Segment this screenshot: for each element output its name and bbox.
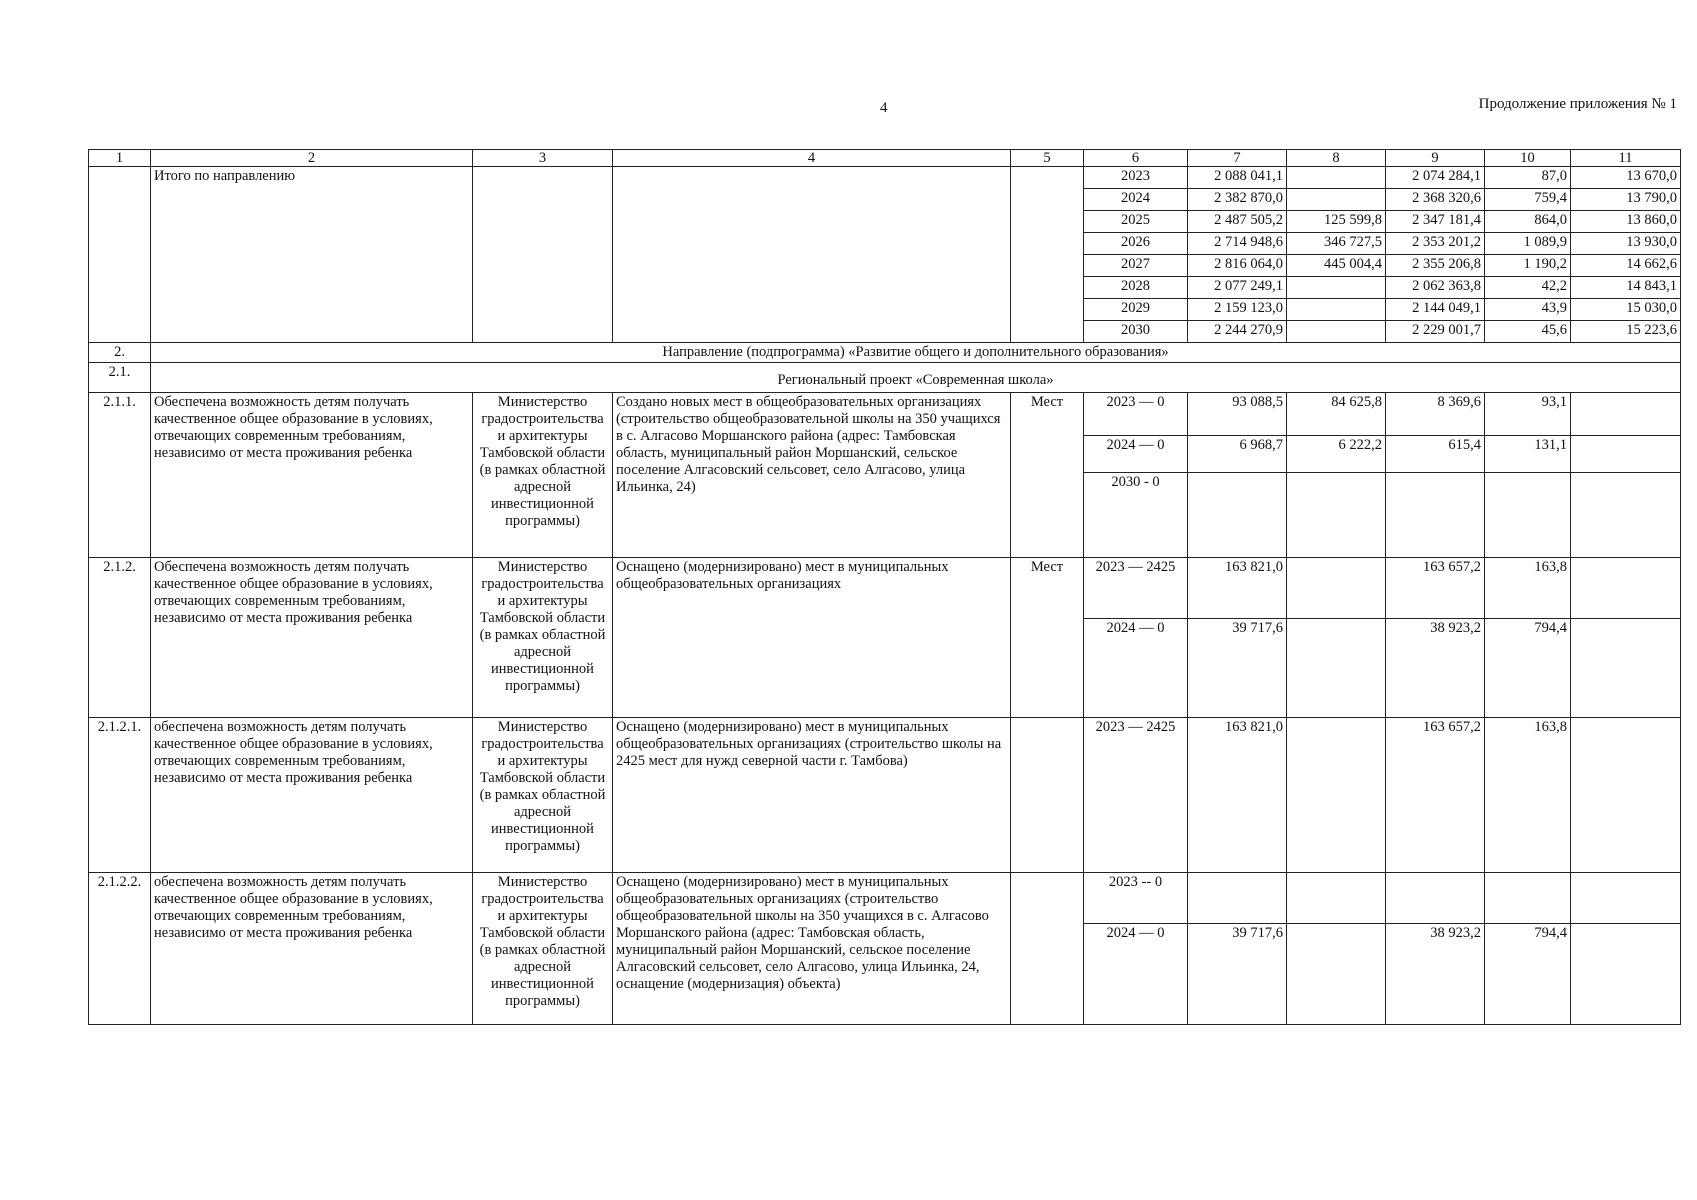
col-header: 8	[1287, 150, 1386, 167]
item-responsible: Министерство градостроительства и архитектуры Тамбовской области (в рамках областной адресной инвестиционной программы)	[473, 873, 613, 1025]
value-cell	[1571, 473, 1681, 558]
section-row	[89, 343, 1681, 363]
column-numbers-row	[89, 150, 1681, 167]
value-cell: 2 382 870,0	[1188, 189, 1287, 211]
value-cell: 93 088,5	[1188, 393, 1287, 436]
item-task: Обеспечена возможность детям получать качественное общее образование в условиях, отвечающих современным требованиям, независимо от места проживания ребенка	[151, 393, 473, 558]
value-cell: 2 088 041,1	[1188, 167, 1287, 189]
value-cell	[1571, 436, 1681, 473]
totals-empty-cell	[613, 167, 1011, 343]
year-cell: 2029	[1084, 299, 1188, 321]
value-cell: 2 159 123,0	[1188, 299, 1287, 321]
value-cell: 43,9	[1485, 299, 1571, 321]
year-cell: 2027	[1084, 255, 1188, 277]
value-cell: 2 714 948,6	[1188, 233, 1287, 255]
item-task: Обеспечена возможность детям получать качественное общее образование в условиях, отвечающих современным требованиям, независимо от места проживания ребенка	[151, 558, 473, 718]
year-cell: 2026	[1084, 233, 1188, 255]
year-cell: 2023	[1084, 167, 1188, 189]
totals-row	[89, 167, 1681, 189]
value-cell	[1287, 473, 1386, 558]
item-number: 2.1.1.	[89, 393, 151, 558]
col-header: 4	[613, 150, 1011, 167]
item-row	[89, 393, 1681, 436]
value-cell: 615,4	[1386, 436, 1485, 473]
value-cell	[1287, 558, 1386, 619]
value-cell: 39 717,6	[1188, 924, 1287, 1025]
value-cell	[1386, 873, 1485, 924]
col-header: 1	[89, 150, 151, 167]
item-row	[89, 558, 1681, 619]
value-cell: 864,0	[1485, 211, 1571, 233]
value-cell: 2 368 320,6	[1386, 189, 1485, 211]
value-cell	[1386, 473, 1485, 558]
year-value-cell: 2024 — 0	[1084, 436, 1188, 473]
item-responsible: Министерство градостроительства и архитектуры Тамбовской области (в рамках областной адресной инвестиционной программы)	[473, 558, 613, 718]
value-cell: 8 369,6	[1386, 393, 1485, 436]
year-value-cell: 2023 — 2425	[1084, 558, 1188, 619]
value-cell: 2 144 049,1	[1386, 299, 1485, 321]
value-cell	[1188, 873, 1287, 924]
value-cell: 38 923,2	[1386, 924, 1485, 1025]
value-cell: 15 030,0	[1571, 299, 1681, 321]
page-number: 4	[880, 100, 888, 116]
year-value-cell: 2023 — 2425	[1084, 718, 1188, 873]
value-cell: 125 599,8	[1287, 211, 1386, 233]
value-cell	[1571, 393, 1681, 436]
value-cell: 794,4	[1485, 619, 1571, 718]
value-cell: 13 930,0	[1571, 233, 1681, 255]
value-cell: 13 670,0	[1571, 167, 1681, 189]
item-unit	[1011, 718, 1084, 873]
col-header: 2	[151, 150, 473, 167]
item-row	[89, 873, 1681, 924]
value-cell	[1571, 558, 1681, 619]
item-unit: Мест	[1011, 393, 1084, 558]
totals-num-cell	[89, 167, 151, 343]
year-value-cell: 2023 -- 0	[1084, 873, 1188, 924]
subsection-row	[89, 363, 1681, 393]
year-cell: 2025	[1084, 211, 1188, 233]
year-cell: 2028	[1084, 277, 1188, 299]
value-cell: 163 821,0	[1188, 718, 1287, 873]
value-cell: 6 968,7	[1188, 436, 1287, 473]
value-cell	[1485, 873, 1571, 924]
value-cell: 163 657,2	[1386, 558, 1485, 619]
value-cell: 346 727,5	[1287, 233, 1386, 255]
item-indicator: Создано новых мест в общеобразовательных организациях (строительство общеобразовательной школы на 350 учащихся в с. Алгасово Моршанского района (адрес: Тамбовская область, муниципальный район Моршанский, сельское поселение Алгасовский сельсовет, село Алгасово, улица Ильинка, 24)	[613, 393, 1011, 558]
col-header: 6	[1084, 150, 1188, 167]
value-cell	[1287, 718, 1386, 873]
value-cell	[1287, 321, 1386, 343]
value-cell	[1287, 873, 1386, 924]
value-cell: 13 860,0	[1571, 211, 1681, 233]
value-cell: 794,4	[1485, 924, 1571, 1025]
value-cell: 2 816 064,0	[1188, 255, 1287, 277]
value-cell: 2 077 249,1	[1188, 277, 1287, 299]
value-cell: 2 074 284,1	[1386, 167, 1485, 189]
value-cell: 759,4	[1485, 189, 1571, 211]
value-cell: 163,8	[1485, 558, 1571, 619]
value-cell: 2 355 206,8	[1386, 255, 1485, 277]
value-cell: 2 347 181,4	[1386, 211, 1485, 233]
item-indicator: Оснащено (модернизировано) мест в муниципальных общеобразовательных организациях	[613, 558, 1011, 718]
value-cell: 2 229 001,7	[1386, 321, 1485, 343]
section-number: 2.	[89, 343, 151, 363]
value-cell	[1287, 189, 1386, 211]
value-cell: 2 244 270,9	[1188, 321, 1287, 343]
year-value-cell: 2024 — 0	[1084, 619, 1188, 718]
program-table	[88, 149, 1681, 1025]
col-header: 11	[1571, 150, 1681, 167]
value-cell: 93,1	[1485, 393, 1571, 436]
item-number: 2.1.2.	[89, 558, 151, 718]
year-value-cell: 2030 - 0	[1084, 473, 1188, 558]
item-unit	[1011, 873, 1084, 1025]
col-header: 3	[473, 150, 613, 167]
year-value-cell: 2023 — 0	[1084, 393, 1188, 436]
value-cell	[1485, 473, 1571, 558]
value-cell: 163 821,0	[1188, 558, 1287, 619]
value-cell: 163,8	[1485, 718, 1571, 873]
year-cell: 2030	[1084, 321, 1188, 343]
value-cell: 39 717,6	[1188, 619, 1287, 718]
value-cell	[1571, 873, 1681, 924]
totals-empty-cell	[1011, 167, 1084, 343]
value-cell: 14 843,1	[1571, 277, 1681, 299]
value-cell: 6 222,2	[1287, 436, 1386, 473]
value-cell: 2 487 505,2	[1188, 211, 1287, 233]
value-cell: 14 662,6	[1571, 255, 1681, 277]
continuation-label: Продолжение приложения № 1	[1478, 96, 1677, 112]
value-cell	[1188, 473, 1287, 558]
col-header: 5	[1011, 150, 1084, 167]
value-cell	[1287, 277, 1386, 299]
value-cell: 15 223,6	[1571, 321, 1681, 343]
value-cell: 131,1	[1485, 436, 1571, 473]
value-cell	[1287, 299, 1386, 321]
value-cell: 13 790,0	[1571, 189, 1681, 211]
value-cell: 84 625,8	[1287, 393, 1386, 436]
item-indicator: Оснащено (модернизировано) мест в муниципальных общеобразовательных организациях (строительство школы на 2425 мест для нужд северной части г. Тамбова)	[613, 718, 1011, 873]
item-number: 2.1.2.1.	[89, 718, 151, 873]
year-value-cell: 2024 — 0	[1084, 924, 1188, 1025]
value-cell: 1 190,2	[1485, 255, 1571, 277]
value-cell: 445 004,4	[1287, 255, 1386, 277]
subsection-title: Региональный проект «Современная школа»	[151, 363, 1681, 393]
value-cell	[1571, 718, 1681, 873]
item-number: 2.1.2.2.	[89, 873, 151, 1025]
value-cell	[1287, 619, 1386, 718]
totals-label: Итого по направлению	[151, 167, 473, 343]
value-cell: 1 089,9	[1485, 233, 1571, 255]
value-cell: 87,0	[1485, 167, 1571, 189]
value-cell	[1571, 619, 1681, 718]
value-cell: 2 353 201,2	[1386, 233, 1485, 255]
value-cell	[1287, 924, 1386, 1025]
subsection-number: 2.1.	[89, 363, 151, 393]
value-cell: 38 923,2	[1386, 619, 1485, 718]
value-cell: 2 062 363,8	[1386, 277, 1485, 299]
col-header: 7	[1188, 150, 1287, 167]
item-task: обеспечена возможность детям получать качественное общее образование в условиях, отвечающих современным требованиям, независимо от места проживания ребенка	[151, 873, 473, 1025]
item-indicator: Оснащено (модернизировано) мест в муниципальных общеобразовательных организациях (строительство общеобразовательной школы на 350 учащихся в с. Алгасово Моршанского района (адрес: Тамбовская область, муниципальный район Моршанский, сельское поселение Алгасовский сельсовет, село Алгасово, улица Ильинка, 24, оснащение (модернизация) объекта)	[613, 873, 1011, 1025]
section-title: Направление (подпрограмма) «Развитие общего и дополнительного образования»	[151, 343, 1681, 363]
item-responsible: Министерство градостроительства и архитектуры Тамбовской области (в рамках областной адресной инвестиционной программы)	[473, 718, 613, 873]
value-cell: 45,6	[1485, 321, 1571, 343]
value-cell: 42,2	[1485, 277, 1571, 299]
value-cell: 163 657,2	[1386, 718, 1485, 873]
col-header: 10	[1485, 150, 1571, 167]
item-task: обеспечена возможность детям получать качественное общее образование в условиях, отвечающих современным требованиям, независимо от места проживания ребенка	[151, 718, 473, 873]
item-responsible: Министерство градостроительства и архитектуры Тамбовской области (в рамках областной адресной инвестиционной программы)	[473, 393, 613, 558]
totals-empty-cell	[473, 167, 613, 343]
year-cell: 2024	[1084, 189, 1188, 211]
value-cell	[1571, 924, 1681, 1025]
value-cell	[1287, 167, 1386, 189]
item-row	[89, 718, 1681, 873]
item-unit: Мест	[1011, 558, 1084, 718]
col-header: 9	[1386, 150, 1485, 167]
